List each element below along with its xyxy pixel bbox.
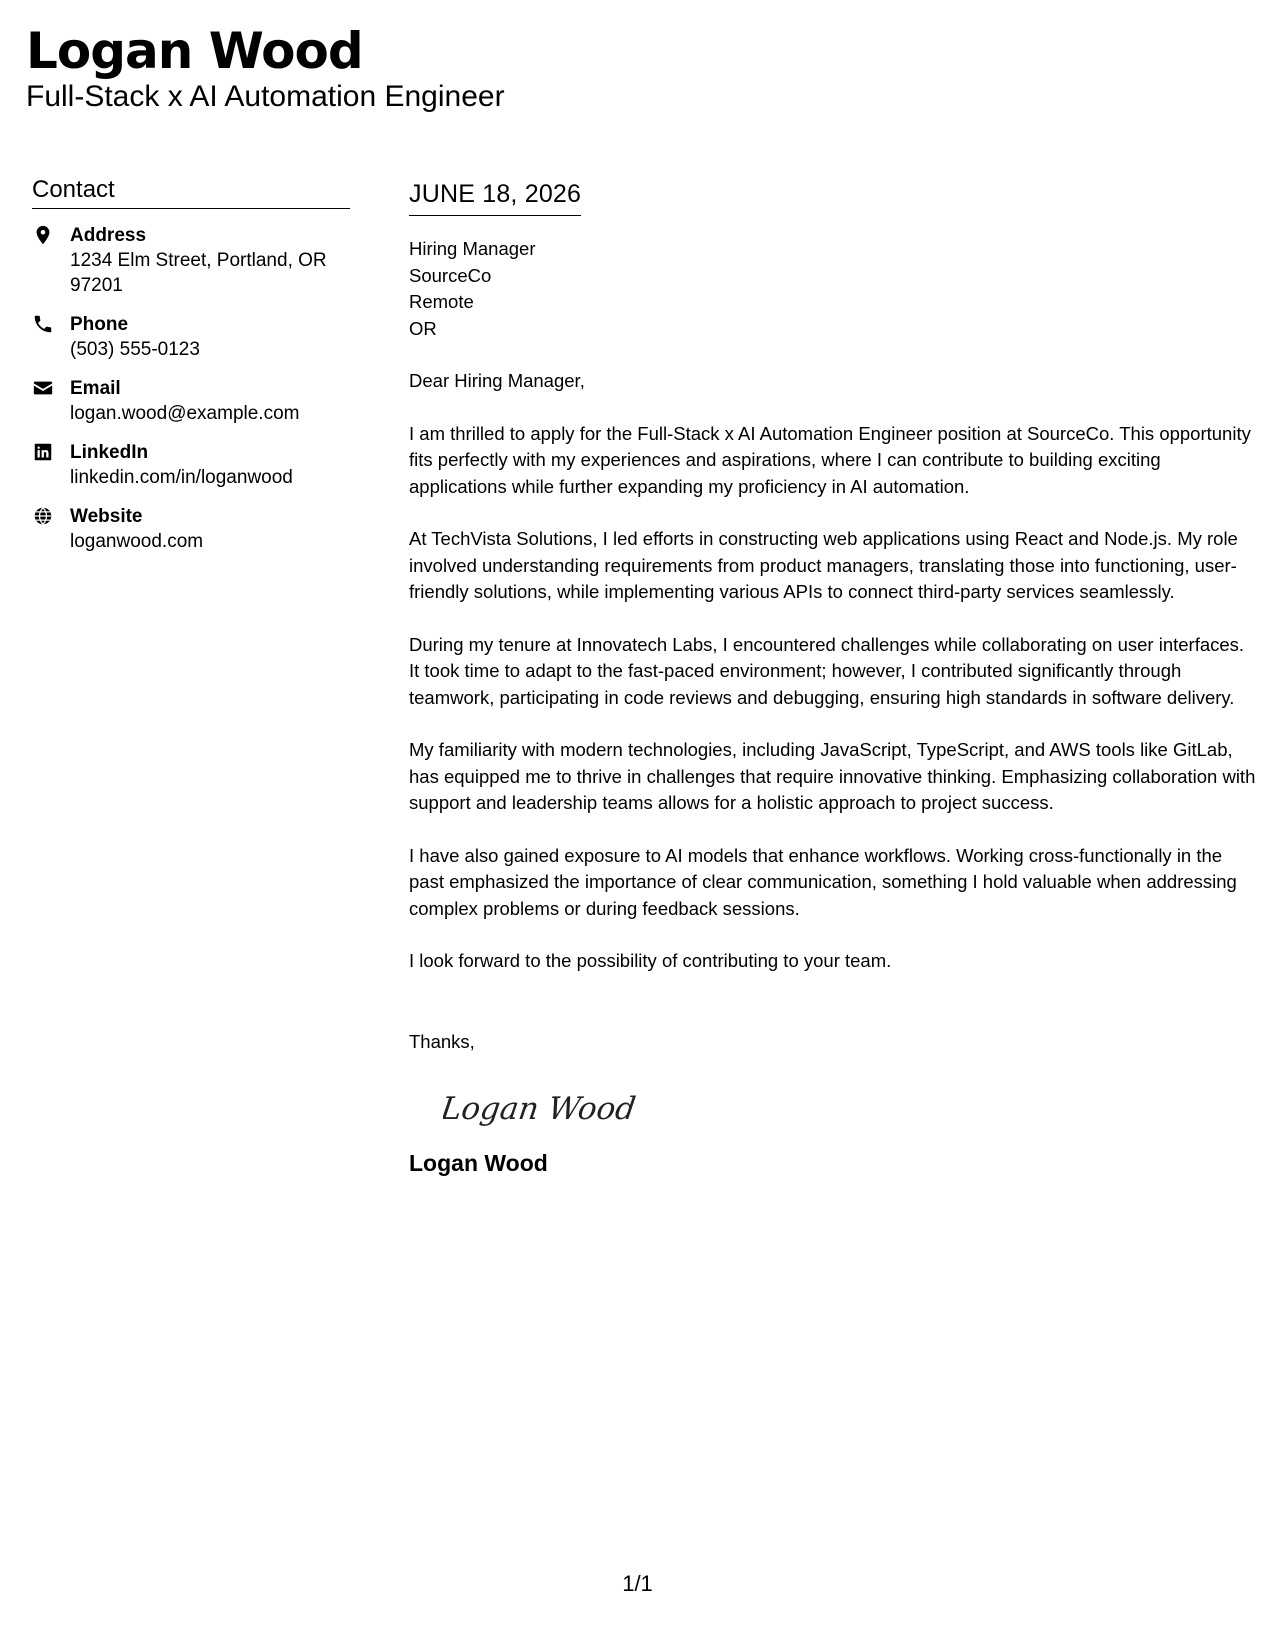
contact-heading: Contact bbox=[32, 176, 350, 209]
contact-linkedin bbox=[32, 440, 350, 490]
globe-icon bbox=[32, 505, 54, 527]
contact-address bbox=[32, 223, 350, 298]
website-label: Website bbox=[70, 506, 143, 527]
signature-text: Logan Wood bbox=[443, 1091, 638, 1127]
recipient-state: OR bbox=[409, 317, 437, 339]
phone-value: (503) 555-0123 bbox=[70, 339, 200, 360]
recipient-block bbox=[409, 236, 1257, 342]
location-pin-icon bbox=[32, 224, 54, 246]
phone-icon bbox=[32, 313, 54, 335]
website-value: loganwood.com bbox=[70, 531, 204, 552]
page-number: 1/1 bbox=[622, 1571, 653, 1596]
contact-website bbox=[32, 504, 350, 554]
signature-image bbox=[443, 1081, 1257, 1139]
contact-email bbox=[32, 376, 350, 426]
paragraph: My familiarity with modern technologies, including JavaScript, TypeScript, and AWS tools like GitLab, has equipped me to thrive in challenges that require innovative thinking. Emphasizing collaboration with support and leadership teams allows for a holistic approach to project success. bbox=[409, 739, 1256, 813]
recipient-company: SourceCo bbox=[409, 264, 492, 286]
contact-phone bbox=[32, 312, 350, 362]
paragraph: I look forward to the possibility of contributing to your team. bbox=[409, 950, 892, 971]
paragraph: I am thrilled to apply for the Full-Stack x AI Automation Engineer position at SourceCo. This opportunity fits perfectly with my experiences and aspirations, where I can contribute to building exciting applications while further expanding my proficiency in AI automation. bbox=[409, 422, 1251, 497]
linkedin-icon bbox=[32, 441, 54, 463]
salutation: Dear Hiring Manager, bbox=[409, 370, 585, 391]
email-label: Email bbox=[70, 378, 121, 399]
email-value: logan.wood@example.com bbox=[70, 403, 300, 424]
phone-label: Phone bbox=[70, 314, 129, 335]
header bbox=[26, 22, 505, 114]
closing: Thanks, bbox=[409, 1030, 475, 1052]
address-value: 1234 Elm Street, Portland, OR 97201 bbox=[70, 250, 327, 296]
signer-name: Logan Wood bbox=[409, 1150, 548, 1176]
paragraph: At TechVista Solutions, I led efforts in constructing web applications using React and Node.js. My role involved understanding requirements from product managers, translating those into functioning, user-friendly solutions, while implementing various APIs to connect third-party services seamlessly. bbox=[409, 528, 1238, 602]
envelope-icon bbox=[32, 377, 54, 399]
paragraph: During my tenure at Innovatech Labs, I encountered challenges while collaborating on user interfaces. It took time to adapt to the fast-paced environment; however, I contributed significantly through teamwork, participating in code reviews and debugging, ensuring high standards in software delivery. bbox=[409, 633, 1245, 708]
address-label: Address bbox=[70, 225, 147, 246]
letter-date: JUNE 18, 2026 bbox=[409, 178, 581, 216]
candidate-title: Full-Stack x AI Automation Engineer bbox=[26, 80, 505, 113]
letter-body bbox=[409, 178, 1257, 1177]
contact-sidebar bbox=[32, 176, 350, 568]
recipient-name: Hiring Manager bbox=[409, 238, 536, 259]
linkedin-value: linkedin.com/in/loganwood bbox=[70, 467, 293, 488]
paragraph: I have also gained exposure to AI models that enhance workflows. Working cross-functionally in the past emphasized the importance of clear communication, something I hold valuable when addressing complex problems or during feedback sessions. bbox=[409, 844, 1237, 919]
recipient-location: Remote bbox=[409, 291, 474, 312]
candidate-name: Logan Wood bbox=[26, 22, 363, 80]
linkedin-label: LinkedIn bbox=[70, 442, 149, 463]
